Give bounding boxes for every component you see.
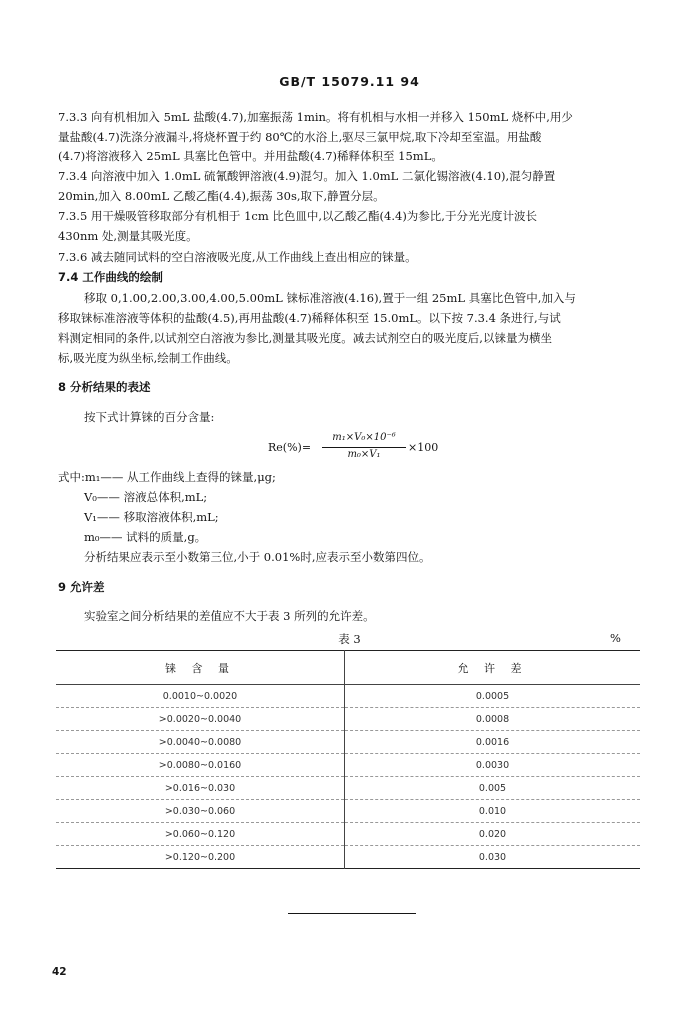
clause-7-3-5-line-1: 7.3.5 用干燥吸管移取部分有机相于 1cm 比色皿中,以乙酸乙酯(4.4)为参比,于分光光度计波长	[58, 209, 537, 223]
section-7-4-heading: 7.4 工作曲线的绘制	[58, 270, 163, 284]
formula-rhs: ×100	[408, 441, 439, 454]
content-cell: >0.0040~0.0080	[56, 731, 345, 754]
formula-lhs: Re(%)=	[268, 441, 312, 454]
variable-m1: 式中:m₁—— 从工作曲线上查得的铼量,μg;	[58, 470, 276, 484]
formula-numerator: m₁×V₀×10⁻⁶	[332, 432, 396, 443]
end-of-document-rule	[288, 913, 416, 914]
tolerance-cell: 0.0016	[475, 736, 510, 748]
clause-7-3-4-line-1: 7.3.4 向溶液中加入 1.0mL 硫氰酸钾溶液(4.9)混匀。加入 1.0mL 二氯化锡溶液(4.10),混匀静置	[58, 169, 556, 183]
table-caption: 表 3	[338, 632, 361, 646]
table-row	[56, 800, 640, 823]
tolerance-cell: 0.005	[478, 782, 507, 794]
page-number: 42	[52, 966, 67, 978]
variable-m0: m₀—— 试料的质量,g。	[84, 530, 207, 544]
content-cell: >0.060~0.120	[56, 823, 345, 846]
table-row	[56, 846, 640, 869]
table-row	[56, 685, 640, 708]
tolerance-cell: 0.0008	[475, 713, 510, 725]
header-tolerance: 允 许 差	[457, 661, 528, 675]
clause-7-3-3-line-2: 量盐酸(4.7)洗涤分液漏斗,将烧杯置于约 80℃的水浴上,驱尽三氯甲烷,取下冷却至室温。用盐酸	[58, 130, 542, 144]
content-cell: >0.030~0.060	[56, 800, 345, 823]
content-cell: >0.0080~0.0160	[56, 754, 345, 777]
standard-number-header: GB/T 15079.11 94	[279, 74, 420, 89]
tolerance-cell: 0.0005	[475, 690, 510, 702]
clause-7-3-6: 7.3.6 减去随同试料的空白溶液吸光度,从工作曲线上查出相应的铼量。	[58, 250, 417, 264]
clause-7-3-5-line-2: 430nm 处,测量其吸光度。	[58, 229, 198, 243]
content-cell: >0.0020~0.0040	[56, 708, 345, 731]
rhenium-formula	[268, 432, 468, 466]
table-row	[56, 777, 640, 800]
section-7-4-line-3: 料测定相同的条件,以试剂空白溶液为参比,测量其吸光度。减去试剂空白的吸光度后,以铼量为横坐	[58, 331, 552, 345]
variable-v0: V₀—— 溶液总体积,mL;	[84, 490, 208, 504]
section-7-4-line-2: 移取铼标准溶液等体积的盐酸(4.5),再用盐酸(4.7)稀释体积至 15.0mL。以下按 7.3.4 条进行,与试	[58, 311, 561, 325]
clause-7-3-4-line-2: 20min,加入 8.00mL 乙酸乙酯(4.4),振荡 30s,取下,静置分层。	[58, 189, 385, 203]
clause-7-3-3-line-1: 7.3.3 向有机相加入 5mL 盐酸(4.7),加塞振荡 1min。将有机相与水相一并移入 150mL 烧杯中,用少	[58, 110, 573, 124]
tolerance-cell: 0.020	[478, 828, 507, 840]
content-cell: >0.016~0.030	[56, 777, 345, 800]
section-7-4-line-4: 标,吸光度为纵坐标,绘制工作曲线。	[58, 351, 238, 365]
tolerance-table	[56, 650, 640, 869]
section-9-text: 实验室之间分析结果的差值应不大于表 3 所列的允许差。	[84, 609, 375, 623]
table-unit: %	[610, 631, 621, 645]
section-9-heading: 9 允许差	[58, 580, 105, 594]
content-cell: 0.0010~0.0020	[56, 685, 345, 708]
table-row	[56, 754, 640, 777]
variable-v1: V₁—— 移取溶液体积,mL;	[84, 510, 219, 524]
table-row	[56, 731, 640, 754]
table-row	[56, 708, 640, 731]
formula-denominator: m₀×V₁	[347, 449, 381, 460]
header-rhenium-content: 铼 含 量	[56, 651, 345, 685]
tolerance-cell: 0.030	[478, 851, 507, 863]
precision-note: 分析结果应表示至小数第三位,小于 0.01%时,应表示至小数第四位。	[84, 550, 431, 564]
content-cell: >0.120~0.200	[56, 846, 345, 869]
clause-7-3-3-line-3: (4.7)将溶液移入 25mL 具塞比色管中。并用盐酸(4.7)稀释体积至 15mL。	[58, 149, 443, 163]
tolerance-cell: 0.010	[478, 805, 507, 817]
fraction-bar	[322, 447, 406, 448]
tolerance-cell: 0.0030	[475, 759, 510, 771]
table-header-row	[56, 651, 640, 685]
section-8-intro: 按下式计算铼的百分含量:	[84, 410, 215, 424]
section-8-heading: 8 分析结果的表述	[58, 380, 151, 394]
section-7-4-line-1: 移取 0,1.00,2.00,3.00,4.00,5.00mL 铼标准溶液(4.16),置于一组 25mL 具塞比色管中,加入与	[84, 291, 576, 305]
table-row	[56, 823, 640, 846]
